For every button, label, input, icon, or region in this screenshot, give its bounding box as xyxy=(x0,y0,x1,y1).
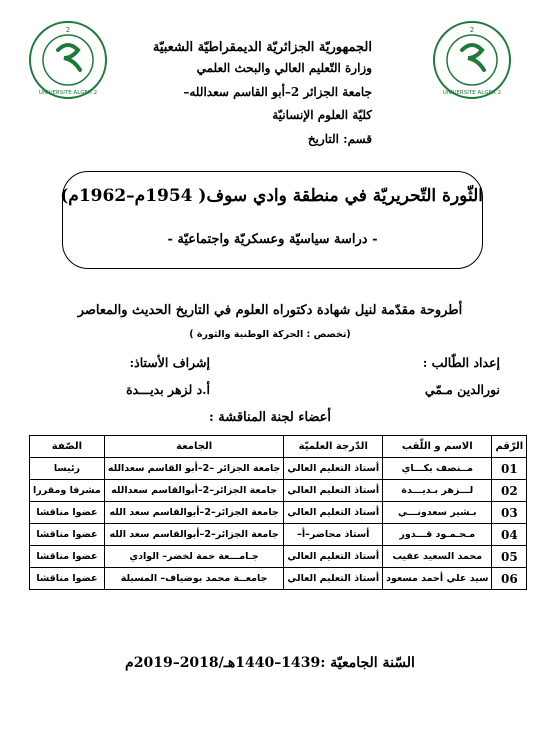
committee-table xyxy=(29,435,527,590)
table-cell: 04 xyxy=(492,524,527,546)
committee-heading: أعضاء لجنة المناقشة : xyxy=(208,410,332,425)
faculty-name: كليّة العلوم الإنسانيّة xyxy=(272,108,372,122)
table-cell: أستاذ التعليم العالي xyxy=(284,458,383,480)
ministry-name: وزارة التّعليم العالي والبحث العلمي xyxy=(196,61,372,75)
svg-text:UNIVERSITE ALGER 2: UNIVERSITE ALGER 2 xyxy=(442,90,502,96)
table-cell: أستاذ التعليم العالي xyxy=(284,546,383,568)
table-row xyxy=(30,502,527,524)
prepared-by-label: إعداد الطّالب : xyxy=(422,355,500,370)
table-cell: رئيسا xyxy=(30,458,105,480)
table-cell: عضوا مناقشا xyxy=(30,568,105,590)
table-cell: أستاذ محاضر–أ– xyxy=(284,524,383,546)
column-header: الجامعة xyxy=(104,436,284,458)
table-cell: سيد علي أحمد مسعود xyxy=(383,568,492,590)
column-header: الدّرجة العلميّة xyxy=(284,436,383,458)
department-name: قسم: التاريخ xyxy=(307,132,372,146)
student-name: نورالدين مـمّي xyxy=(424,382,500,397)
table-cell: عضوا مناقشا xyxy=(30,546,105,568)
table-cell: جامعــة محمد بوضياف– المسيلة xyxy=(104,568,284,590)
university-name: جامعة الجزائر 2–أبو القاسم سعدالله– xyxy=(183,85,372,99)
table-row xyxy=(30,546,527,568)
academic-year: السّنة الجامعيّة :1439–1440هـ/2018–2019م xyxy=(125,655,415,671)
university-logo-right xyxy=(432,20,512,100)
table-row xyxy=(30,524,527,546)
table-cell: مشرفا ومقررا xyxy=(30,480,105,502)
table-cell: 03 xyxy=(492,502,527,524)
table-cell: مـحـمـود قـــدور xyxy=(383,524,492,546)
table-header-row xyxy=(30,436,527,458)
thesis-description: أطروحة مقدّمة لنيل شهادة دكتوراه العلوم في التاريخ الحديث والمعاصر xyxy=(77,303,463,318)
table-cell: جامعة الجزائر –2–أبو القاسم سعدالله xyxy=(104,458,284,480)
republic-name: الجمهوريّة الجزائريّة الديمقراطيّة الشعبيّة xyxy=(152,40,372,55)
thesis-subtitle: - دراسة سياسيّة وعسكريّة واجتماعيّة - xyxy=(167,232,378,247)
table-cell: 01 xyxy=(492,458,527,480)
svg-text:2: 2 xyxy=(65,26,71,34)
table-cell: بـشير سعدونـــي xyxy=(383,502,492,524)
table-cell: أستاذ التعليم العالي xyxy=(284,568,383,590)
svg-text:UNIVERSITE ALGER 2: UNIVERSITE ALGER 2 xyxy=(38,90,98,96)
university-logo-left xyxy=(28,20,108,100)
thesis-specialty: (تخصص : الحركة الوطنية والثورة ) xyxy=(189,329,351,340)
column-header: الصّفة xyxy=(30,436,105,458)
table-cell: جامعة الجزائر–2–أبوالقاسم سعد الله xyxy=(104,502,284,524)
table-cell: عضوا مناقشا xyxy=(30,524,105,546)
table-cell: 02 xyxy=(492,480,527,502)
table-cell: مــنصف بكـــاي xyxy=(383,458,492,480)
table-cell: جامعة الجزائر–2–أبوالقاسم سعد الله xyxy=(104,524,284,546)
table-cell: محمد السعيد عقيب xyxy=(383,546,492,568)
table-cell: عضوا مناقشا xyxy=(30,502,105,524)
column-header: الاسم و اللّقب xyxy=(383,436,492,458)
supervisor-label: إشراف الأستاذ: xyxy=(129,355,210,370)
table-cell: أستاذ التعليم العالي xyxy=(284,480,383,502)
table-cell: أستاذ التعليم العالي xyxy=(284,502,383,524)
svg-text:2: 2 xyxy=(469,26,475,34)
supervisor-name: أ.د لزهر بديـــدة xyxy=(126,382,210,397)
column-header: الرّقم xyxy=(492,436,527,458)
table-cell: جـامـــعة حمة لخضر– الوادي xyxy=(104,546,284,568)
table-cell: جامعة الجزائر–2–أبوالقاسم سعدالله xyxy=(104,480,284,502)
table-cell: لـــزهر بـديـــدة xyxy=(383,480,492,502)
table-row xyxy=(30,568,527,590)
table-cell: 06 xyxy=(492,568,527,590)
table-row xyxy=(30,458,527,480)
thesis-title: الثّورة التّحريريّة في منطقة وادي سوف( 1954م–1962م) xyxy=(60,186,483,206)
table-row xyxy=(30,480,527,502)
table-cell: 05 xyxy=(492,546,527,568)
